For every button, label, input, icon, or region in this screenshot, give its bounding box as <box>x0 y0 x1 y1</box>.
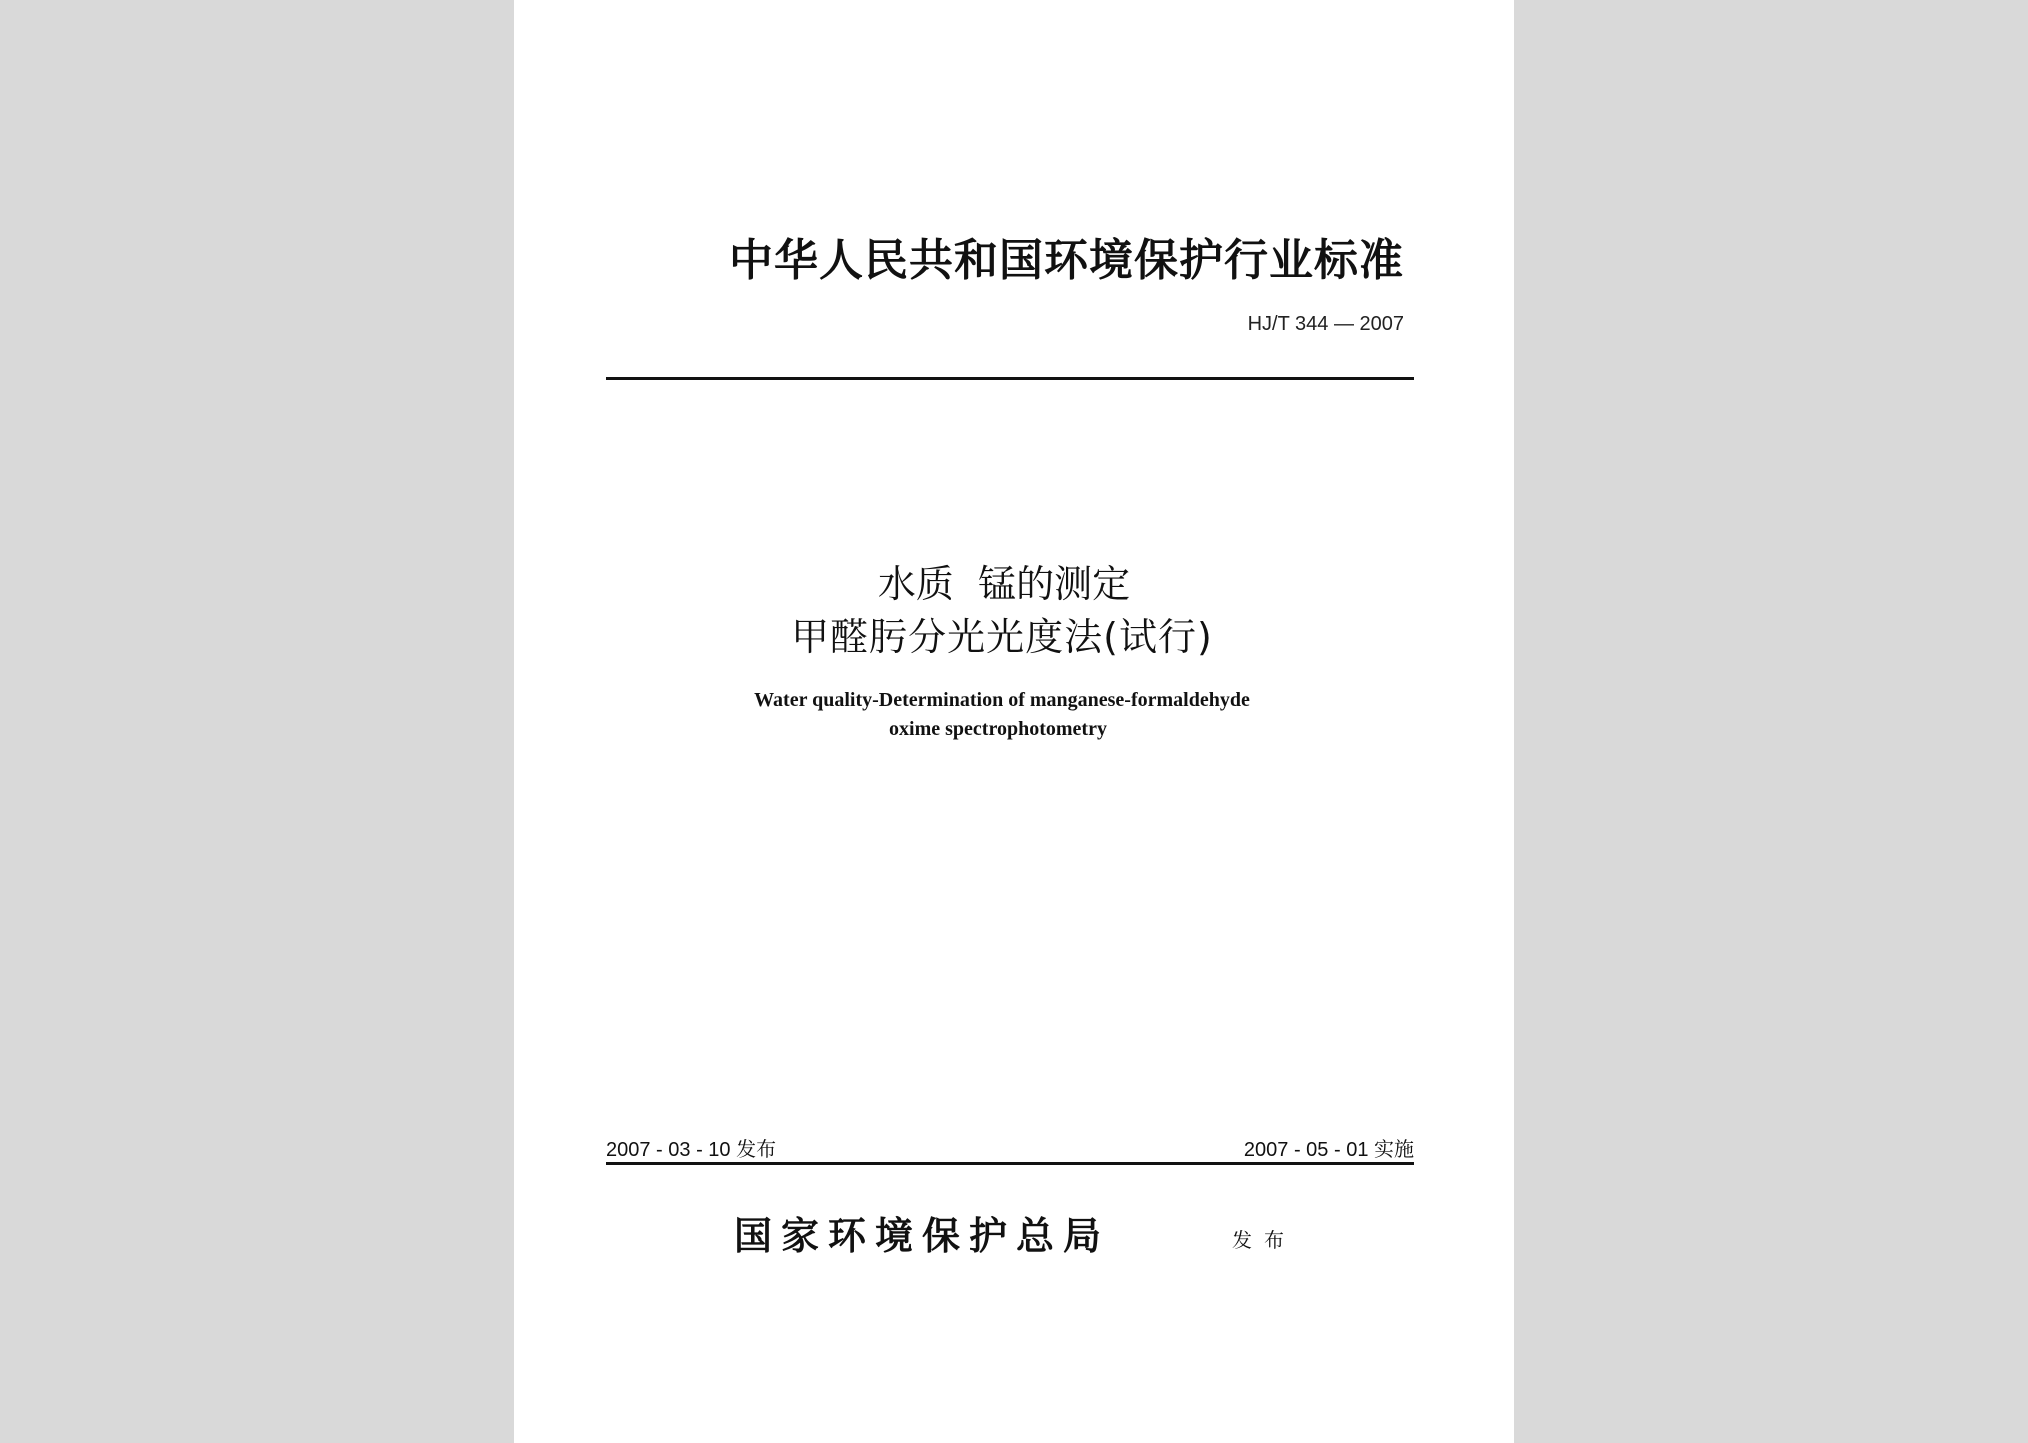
english-title-line-2: oxime spectrophotometry <box>889 718 1107 740</box>
english-title-line-1: Water quality-Determination of manganese-formaldehyde <box>754 689 1250 711</box>
bottom-divider <box>606 1162 1414 1165</box>
chinese-title-line-1: 水质 锰的测定 <box>877 562 1131 606</box>
implementation-date: 2007 - 05 - 01 实施 <box>1243 1139 1414 1161</box>
document-page <box>514 0 1514 1443</box>
publish-label: 发布 <box>1232 1228 1296 1252</box>
top-divider <box>606 377 1414 380</box>
standard-number: HJ/T 344 — 2007 <box>1247 313 1404 335</box>
publisher-name: 国家环境保护总局 <box>734 1213 1111 1258</box>
issue-date: 2007 - 03 - 10 发布 <box>606 1139 777 1161</box>
standard-category-title: 中华人民共和国环境保护行业标准 <box>729 235 1404 286</box>
chinese-title-line-2: 甲醛肟分光光度法(试行) <box>791 615 1213 659</box>
